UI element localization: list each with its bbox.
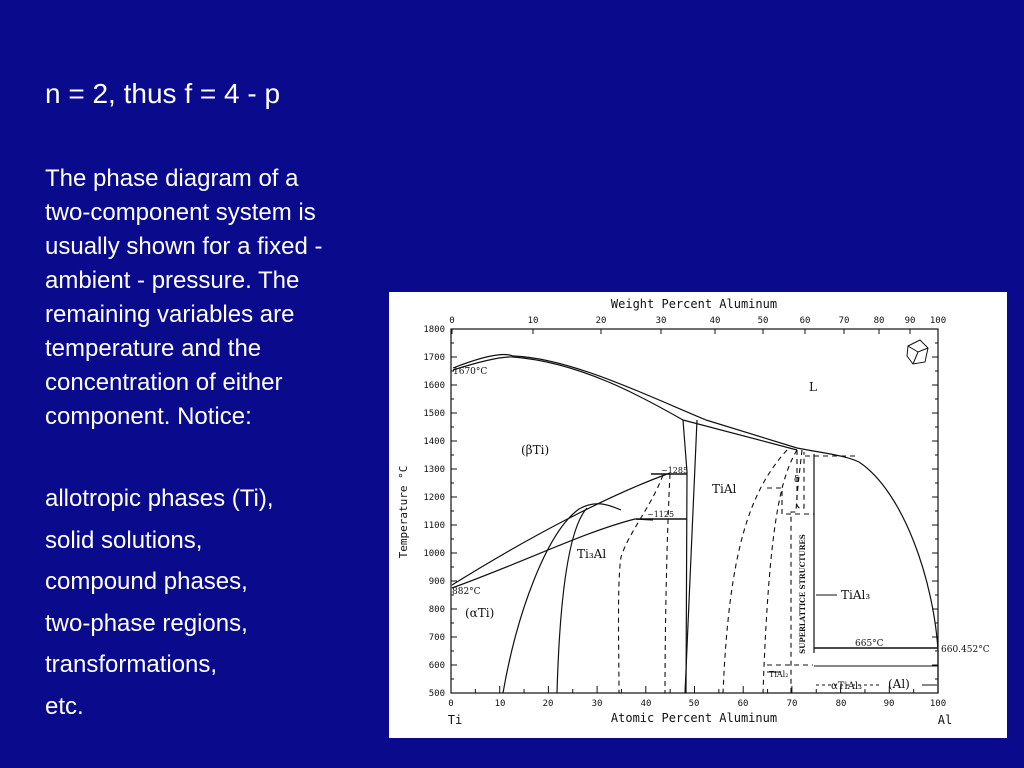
phase-diagram	[389, 292, 1007, 738]
phase-delta: δ	[794, 475, 800, 485]
top-tick-label: 60	[799, 316, 811, 326]
liquidus-right	[859, 462, 938, 651]
top-tick-label: 30	[655, 316, 667, 326]
phase-tial2: TiAl₂	[769, 670, 789, 679]
feature-item: two-phase regions,	[45, 609, 248, 637]
top-tick-label: 10	[527, 316, 539, 326]
intro-line: temperature and the	[45, 335, 262, 362]
phase-alpha-ti: (αTi)	[465, 606, 495, 620]
y-tick-label: 900	[428, 577, 445, 587]
bottom-tick-label: 30	[591, 699, 603, 709]
al-melting-label: 660.452°C	[941, 645, 990, 655]
y-tick-label: 500	[428, 689, 445, 699]
bottom-tick-label: 0	[448, 699, 454, 709]
phase-liquid: L	[809, 380, 817, 394]
bottom-tick-label: 50	[688, 699, 700, 709]
dashed-boundaries	[619, 450, 863, 693]
crystal-icon	[907, 340, 928, 364]
top-axis-title: Weight Percent Aluminum	[610, 297, 778, 311]
element-al-label: Al	[937, 713, 953, 727]
liquidus-left	[453, 355, 706, 421]
phase-alpha-tial3: αTiAl₃	[831, 681, 863, 692]
top-tick-label: 50	[757, 316, 769, 326]
ti3al-left	[503, 504, 621, 693]
y-tick-label: 1400	[423, 437, 445, 447]
y-tick-label: 1100	[423, 521, 445, 531]
phase-tial3: TiAl₃	[841, 588, 871, 602]
bottom-tick-label: 90	[883, 699, 895, 709]
intro-line: two-component system is	[45, 199, 316, 226]
intro-line: remaining variables are	[45, 301, 295, 328]
feature-item: solid solutions,	[45, 526, 203, 554]
y-tick-label: 1700	[423, 353, 445, 363]
ti3al-dash-1	[619, 475, 664, 693]
y-tick-label: 1800	[423, 325, 445, 335]
eutectic-label: 665°C	[855, 639, 884, 649]
y-tick-label: 700	[428, 633, 445, 643]
y-tick-label: 1300	[423, 465, 445, 475]
y-tick-label: 600	[428, 661, 445, 671]
ti-transition-label: 882°C	[452, 587, 481, 597]
intro-line: usually shown for a fixed -	[45, 233, 323, 260]
top-tick-label: 90	[904, 316, 916, 326]
bottom-tick-label: 100	[929, 699, 947, 709]
y-tick-label: 1600	[423, 381, 445, 391]
bottom-tick-label: 40	[640, 699, 652, 709]
feature-item: compound phases,	[45, 568, 248, 595]
bottom-tick-label: 20	[542, 699, 554, 709]
phase-ti3al: Ti₃Al	[577, 547, 607, 561]
top-tick-label: 40	[709, 316, 721, 326]
element-ti-label: Ti	[447, 713, 463, 727]
bottom-tick-label: 70	[786, 699, 798, 709]
intro-line: concentration of either	[45, 369, 283, 396]
top-tick-label: 70	[838, 316, 850, 326]
y-tick-label: 1200	[423, 493, 445, 503]
y-tick-label: 800	[428, 605, 445, 615]
bottom-tick-label: 60	[737, 699, 749, 709]
phase-diagram-figure	[389, 292, 1007, 738]
tial2-top	[767, 488, 814, 514]
beta-transus-lower	[452, 519, 653, 588]
bottom-axis-title: Atomic Percent Aluminum	[610, 711, 778, 725]
intro-line: ambient - pressure. The	[45, 267, 300, 294]
peritectoid-high-label: ~1285	[661, 466, 689, 475]
feature-list	[45, 478, 274, 727]
phase-beta-ti: (βTi)	[521, 443, 550, 457]
tial-dash-2	[763, 450, 800, 693]
top-tick-label: 0	[449, 316, 455, 326]
top-tick-label: 20	[595, 316, 607, 326]
feature-item: transformations,	[45, 651, 218, 678]
y-tick-label: 1500	[423, 409, 445, 419]
bottom-tick-label: 80	[835, 699, 847, 709]
feature-item: etc.	[45, 692, 84, 720]
intro-line: component. Notice:	[45, 403, 252, 430]
slide-title: n = 2, thus f = 4 - p	[45, 78, 281, 109]
top-tick-label: 80	[873, 316, 885, 326]
intro-paragraph	[45, 162, 395, 434]
y-axis-title: Temperature °C	[397, 465, 410, 559]
peritectoid-low-label: ~1125	[647, 510, 675, 519]
bottom-tick-label: 10	[494, 699, 506, 709]
beta-transus-upper	[452, 473, 670, 585]
intro-line: The phase diagram of a	[45, 165, 299, 192]
superlattice-label: SUPERLATTICE STRUCTURES	[798, 534, 807, 654]
y-tick-label: 1000	[423, 549, 445, 559]
arrows	[767, 595, 937, 685]
top-tick-label: 100	[929, 316, 947, 326]
ti3al-dash-2	[665, 474, 670, 693]
solidus-mid	[683, 420, 797, 450]
feature-item: allotropic phases (Ti),	[45, 485, 274, 512]
ti-melting-label: 1670°C	[453, 367, 488, 377]
phase-al: (Al)	[888, 677, 910, 691]
phase-tial: TiAl	[712, 482, 737, 496]
